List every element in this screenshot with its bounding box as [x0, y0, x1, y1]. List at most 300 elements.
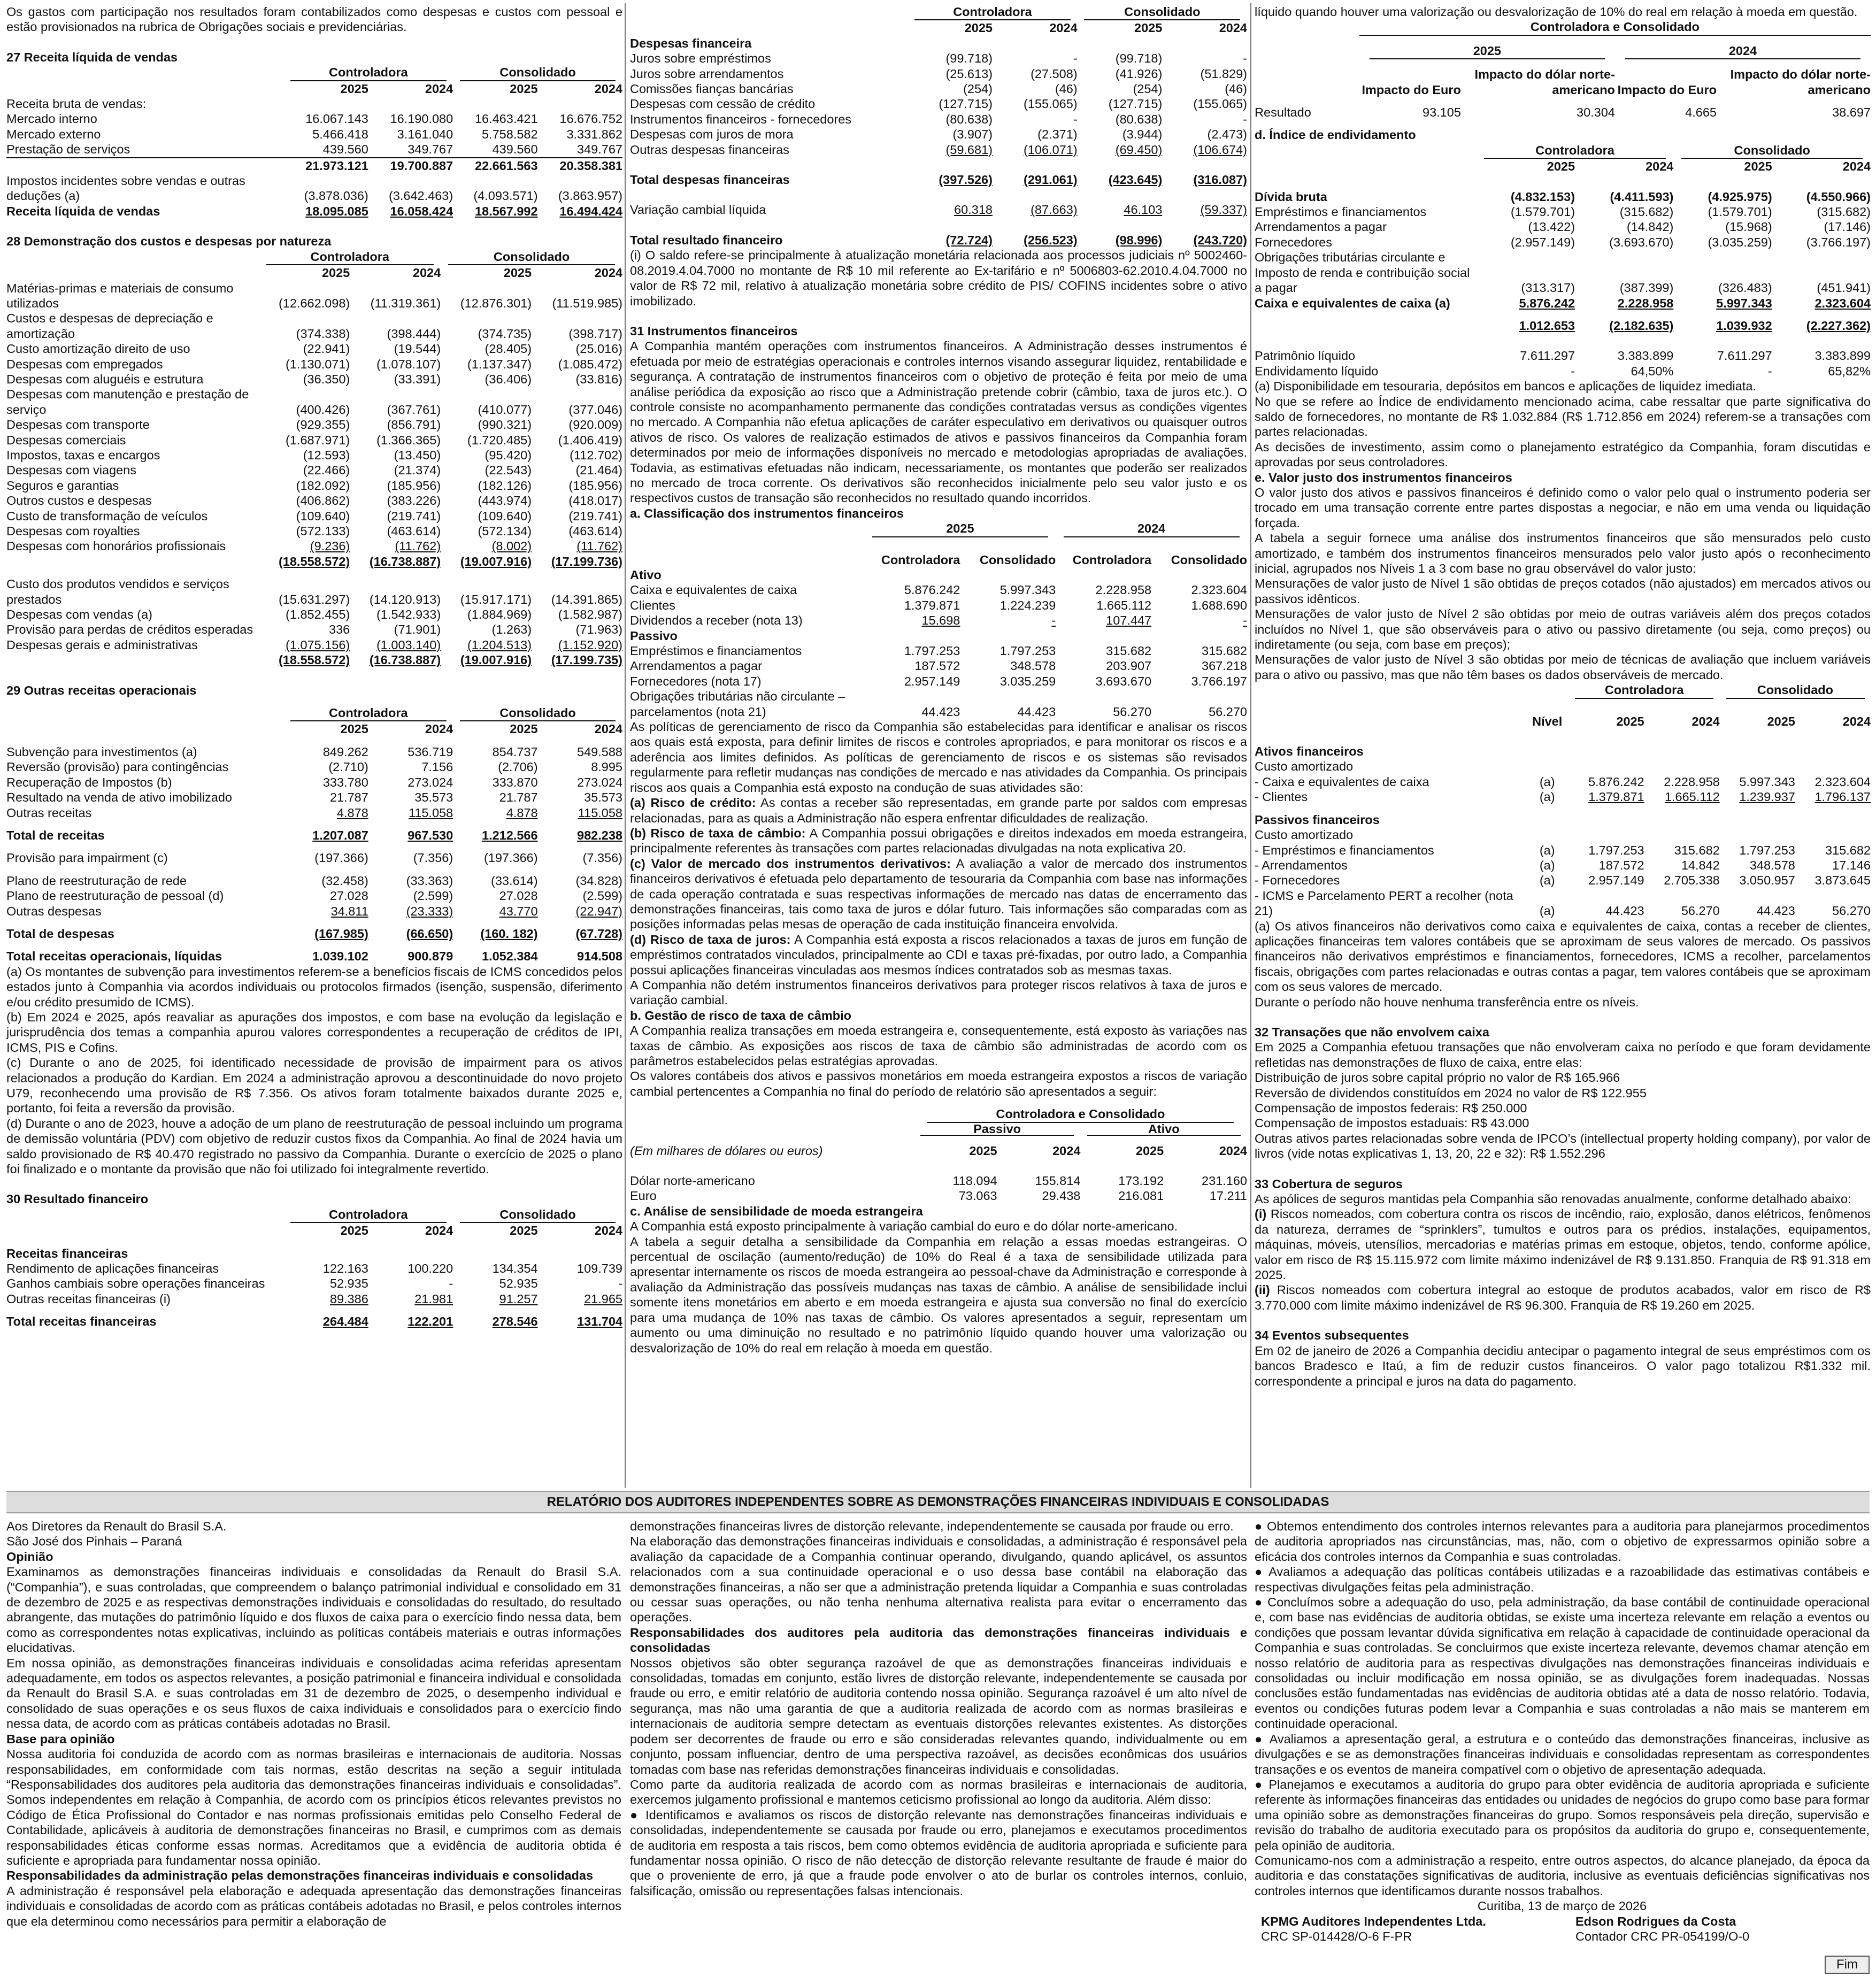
cell-value: (95.420) — [485, 448, 532, 462]
col-header: Impacto do dólar norte-americano — [1730, 67, 1871, 97]
table-row — [630, 643, 1247, 658]
cell-value: (9.236) — [310, 539, 350, 553]
cell-value: 109.739 — [577, 1261, 622, 1276]
table-row — [1255, 204, 1871, 219]
paragraph: Reversão de dividendos constituídos em 2024 no valor de R$ 122.955 — [1255, 1086, 1647, 1100]
cell-value: 336 — [329, 622, 350, 637]
sub-header: Passivo — [920, 1123, 1074, 1136]
cell-value: 91.257 — [499, 1291, 538, 1306]
row-label: Caixa e equivalentes de caixa — [630, 583, 797, 597]
cell-value: - — [1073, 112, 1078, 126]
cell-value: (16.738.887) — [369, 653, 441, 667]
risk-title: (b) Risco de taxa de câmbio: — [630, 826, 806, 840]
note-34-text: Em 02 de janeiro de 2026 a Companhia decidiu antecipar o pagamento integral de seus empréstimos com os bancos Bradesco e Itaú, a fim de reduzir custos financeiros. O valor pago totalizou R$1.332 mil. correspondente a principal e juros na data do pagamento. — [1255, 1343, 1871, 1388]
cell-value: (7.356) — [582, 851, 622, 865]
table-row — [6, 805, 622, 820]
table-row — [6, 417, 622, 432]
year-header: 2024 — [1052, 1143, 1081, 1158]
table-row — [1255, 219, 1871, 234]
paragraph: (a) Disponibilidade em tesouraria, depósitos em bancos e aplicações de liquidez imediata. — [1255, 379, 1756, 394]
row-label: Despesas com juros de mora — [630, 127, 794, 142]
cell-value: (160. 182) — [480, 926, 538, 941]
group-header: Consolidado — [448, 249, 616, 265]
cell-value: (256.523) — [1024, 233, 1078, 247]
paragraph: O valor justo dos ativos e passivos financeiros é definido como o valor pelo qual o instrumento poderia ser trocado em uma transação corrente entre partes dispostas a negociar, e não em uma venda ou liquidação forçada. — [1255, 485, 1871, 530]
cell-value: (7.356) — [413, 851, 453, 865]
cell-value: (23.333) — [406, 904, 453, 918]
cell-value: (243.720) — [1193, 233, 1247, 247]
cell-value: (1.075.156) — [286, 637, 350, 652]
cell-value: (16.738.887) — [369, 554, 441, 568]
cell-value: 315.682 — [1202, 644, 1247, 658]
cell-value: (18.558.572) — [278, 554, 350, 568]
note-31-intro: A Companhia mantém operações com instrumentos financeiros. A Administração desses instrumentos é efetuada por meio de estratégias operacionais e controles internos visando assegurar liquidez, rentabilidade e segurança. A contratação de instrumentos financeiros com o objetivo de proteção é feita por meio de uma análise periódica da exposição ao risco que a Administração pretende cobrir (câmbio, taxa de juros etc.). O controle consiste no acompanhamento permanente das condições contratadas versus as condições vigentes no mercado. A Companhia não efetua aplicações de caráter especulativo em derivativos ou quaisquer outros ativos de risco. Os valores de realização estimados de ativos e passivos financeiros da Companhia foram determinados por meio de informações disponíveis no mercado e metodologias apropriadas de avaliações. Todavia, as estimativas efetuadas não indicam, necessariamente, os montantes que poderão ser realizados no mercado de troca corrente. Os derivativos são reconhecidos inicialmente pelo seu valor justo e os respectivos custos de transação são reconhecidos no resultado quando incorridos. — [630, 339, 1247, 505]
cell-value: 15.698 — [921, 613, 960, 628]
cell-value: (71.901) — [394, 622, 441, 637]
column-3 — [1255, 4, 1871, 1389]
row-label: Despesas com empregados — [6, 357, 163, 371]
cell-value: 27.028 — [329, 889, 368, 903]
fx-exposure-table — [630, 1106, 1247, 1204]
cell-value: 5.466.418 — [312, 127, 368, 141]
cell-value: (a) — [1539, 774, 1555, 789]
table-row — [6, 828, 622, 843]
cell-value: (99.718) — [945, 51, 993, 66]
cell-value: (182.092) — [296, 478, 350, 493]
table-row — [6, 111, 622, 126]
table-row — [6, 204, 622, 219]
col-header: Controladora — [881, 552, 960, 567]
cell-value: 1.039.102 — [312, 949, 368, 964]
cell-value: 367.218 — [1202, 659, 1247, 673]
cell-value: (315.682) — [1817, 205, 1871, 219]
cell-value: 1.224.239 — [999, 598, 1056, 612]
cell-value: (313.317) — [1521, 281, 1575, 295]
year-header: 2024 — [1646, 159, 1674, 174]
note-29-title: 29 Outras receitas operacionais — [6, 683, 197, 697]
cell-value: 34.811 — [330, 904, 368, 918]
cell-value: (383.226) — [387, 494, 441, 508]
section-label: Ativos financeiros — [1255, 744, 1364, 759]
table-row — [6, 509, 622, 524]
row-label: Clientes — [630, 598, 675, 612]
report-bullet: ● Avaliamos a apresentação geral, a estrutura e o conteúdo das demonstrações financeiras, inclusive as divulgações e se as demonstrações financeiras individuais e consolidadas representam as correspondentes transações e os eventos de maneira compatível com o objetivo de apresentação adequada. — [1255, 1732, 1870, 1776]
cell-value: (1.204.513) — [467, 637, 532, 652]
cell-value: - — [1243, 112, 1247, 126]
sub-header: Ativo — [1087, 1123, 1241, 1136]
cell-value: (80.638) — [1115, 112, 1163, 126]
year-header: 2025 — [1744, 159, 1772, 174]
row-label: - Arrendamentos — [1255, 858, 1348, 872]
cell-value: 131.704 — [577, 1314, 622, 1329]
cell-value: 19.700.887 — [368, 158, 453, 173]
cell-value: (59.337) — [1200, 203, 1247, 217]
cell-value: 3.383.899 — [1815, 349, 1871, 363]
cell-value: 3.331.862 — [566, 127, 622, 141]
cell-value: (13.450) — [394, 448, 441, 462]
cell-value: (12.876.301) — [460, 296, 532, 310]
cell-value: 122.201 — [408, 1314, 453, 1329]
row-label: Provisão para perdas de créditos esperadas — [6, 622, 253, 637]
cell-value: 264.484 — [322, 1314, 368, 1329]
cell-value: (197.366) — [314, 851, 368, 865]
cell-value: (14.120.913) — [369, 592, 441, 606]
cell-value: - — [1571, 364, 1575, 378]
note-31b-p1: A Companhia realiza transações em moeda estrangeira e, consequentemente, está exposto às variações nas taxas de câmbio. As exposições aos riscos de taxa de câmbio são administradas de acordo com os parâmetros estabelecidos pelas estratégias aprovadas. — [630, 1024, 1247, 1068]
cell-value: - — [1243, 51, 1247, 66]
table-row — [1255, 888, 1871, 919]
year-header: 2024 — [1692, 714, 1720, 728]
cell-value: (66.650) — [406, 926, 453, 941]
signature-partner: Edson Rodrigues da Costa — [1575, 1914, 1736, 1928]
paragraph: Mensurações de valor justo de Nível 3 são obtidas por meio de técnicas de avaliação que incluem variáveis para o ativo ou passivo, mas que não têm bases os dados observáveis de mercado. — [1255, 652, 1871, 682]
cell-value: 21.965 — [584, 1291, 622, 1306]
row-label: Dividendos a receber (nota 13) — [630, 613, 803, 628]
row-label: Juros sobre empréstimos — [630, 51, 771, 66]
cell-value: 914.508 — [577, 949, 622, 964]
cell-value: (15.917.171) — [460, 592, 532, 606]
cell-value: (920.009) — [568, 418, 622, 432]
cell-value: 16.676.752 — [559, 112, 622, 126]
row-label: Fornecedores (nota 17) — [630, 674, 762, 688]
table-row — [630, 658, 1247, 673]
year-header: 2025 — [969, 1143, 997, 1158]
table-row — [6, 790, 622, 805]
cell-value: (572.133) — [296, 524, 350, 538]
table-row — [6, 341, 622, 356]
cell-value: 7.156 — [421, 760, 453, 774]
note-30-footnote: (i) O saldo refere-se principalmente à atualização monetária relacionada aos processos judiciais nº 5002460-08.2019.4.04.7000 no montante de R$ 10 mil referente ao Ex-tarifário e nº 5006803-62.2010.4.04.7000 no valor de R$ 72 mil, relativo à atualização monetária sobre crédito de PIS/ COFINS incidentes sobre o ativo imobilizado. — [630, 248, 1247, 308]
cell-value: (410.077) — [478, 402, 532, 417]
cell-value: 44.423 — [1017, 704, 1056, 719]
row-label: Total de despesas — [6, 926, 114, 941]
cell-value: (106.674) — [1193, 142, 1247, 157]
cell-value: 16.190.080 — [390, 112, 453, 126]
cell-value: (4.925.975) — [1708, 189, 1772, 204]
cell-value: (1.687.971) — [286, 433, 350, 447]
item-text: Riscos nomeados com cobertura integral ao estoque de produtos acabados, valor em risco de R$ 3.770.000 com limite máximo indenizável de R$ 96.300. Franquia de R$ 19.260 em 2025. — [1255, 1283, 1871, 1312]
cell-value: 273.024 — [577, 775, 622, 789]
cell-value: 2.228.958 — [1095, 583, 1152, 597]
year-header: 2025 — [510, 81, 538, 96]
cell-value: 1.212.566 — [482, 828, 538, 842]
group-header: Consolidado — [1084, 4, 1240, 20]
table-row — [6, 607, 622, 622]
note-34-title: 34 Eventos subsequentes — [1255, 1328, 1409, 1343]
cell-value: (387.399) — [1619, 281, 1674, 295]
table-row — [6, 744, 622, 759]
year-header: 2025 — [510, 722, 538, 736]
cell-value: (219.741) — [387, 509, 441, 523]
insurance-item — [1255, 1206, 1871, 1282]
row-label: Instrumentos financeiros - fornecedores — [630, 112, 852, 126]
row-label: Total receitas operacionais, líquidas — [6, 949, 222, 964]
row-label: Euro — [630, 1189, 657, 1203]
cell-value: 349.767 — [408, 142, 453, 157]
year-header: 2024 — [1049, 21, 1078, 35]
end-label: Fim — [1825, 1956, 1870, 1974]
table-row — [1255, 235, 1871, 250]
cell-value: (127.715) — [939, 97, 993, 111]
cell-value: (3.766.197) — [1806, 235, 1871, 249]
cell-value: (2.599) — [413, 889, 453, 903]
row-label: Recuperação de Impostos (b) — [6, 775, 172, 789]
cell-value: (21.464) — [575, 463, 622, 478]
table-row — [630, 1173, 1247, 1188]
cell-value: (2.473) — [1207, 127, 1247, 142]
cell-value: 1.239.937 — [1739, 790, 1795, 804]
year-header: 2025 — [1134, 21, 1163, 35]
cell-value: (36.350) — [303, 372, 350, 386]
cell-value: (929.355) — [296, 418, 350, 432]
table-row — [630, 112, 1247, 127]
cell-value: 1.797.253 — [1739, 843, 1795, 857]
year-header: 2024 — [594, 722, 622, 736]
note-33-intro: As apólices de seguros mantidas pela Companhia são renovadas anualmente, conforme detalhado abaixo: — [1255, 1192, 1851, 1206]
cell-value: 2.323.604 — [1815, 774, 1871, 789]
no-derivatives-text: A Companhia não detém instrumentos financeiros derivativos para proteger riscos relativos à taxa de juros e variação cambial. — [630, 978, 1247, 1007]
cell-value: (99.718) — [1115, 51, 1163, 66]
cell-value: (398.444) — [387, 326, 441, 341]
auditor-resp-title: Responsabilidades dos auditores pela auditoria das demonstrações financeiras individuais e consolidadas — [630, 1625, 1247, 1655]
row-label: Custo dos produtos vendidos e serviços prestados — [6, 577, 229, 606]
cell-value: (33.363) — [406, 873, 453, 888]
signature-partner-crc: Contador CRC PR-054199/O-0 — [1575, 1929, 1750, 1943]
cell-value: (316.087) — [1193, 173, 1247, 187]
cell-value: 1.207.087 — [312, 828, 368, 842]
cell-value: 52.935 — [329, 1276, 368, 1291]
cell-value: (25.613) — [945, 66, 993, 81]
cell-value: 187.572 — [1598, 858, 1644, 872]
cell-value — [368, 96, 453, 111]
row-label: Fornecedores — [1255, 235, 1332, 249]
table-row — [6, 554, 622, 569]
year-header: 2025 — [1767, 714, 1795, 728]
note-28-table-2 — [6, 576, 622, 667]
cell-value: 348.578 — [1749, 858, 1795, 872]
cell-value: 1.379.871 — [904, 598, 960, 612]
note-28-title: 28 Demonstração dos custos e despesas por natureza — [6, 234, 332, 249]
group-header: Consolidado — [460, 1207, 616, 1223]
cell-value: (a) — [1539, 904, 1555, 918]
section-label: Custo amortizado — [1255, 759, 1354, 774]
cell-value: 1.688.690 — [1191, 598, 1247, 612]
cell-value: (1.078.107) — [376, 357, 441, 371]
risk-text: A Companhia está exposta a riscos relacionados a taxas de juros em função de empréstimos contratados vinculados, principalmente ao CDI e taxas pré-fixadas, por outro lado, a Companhia possui aplicações financeiras vinculadas aos mesmos índices contratados sob as mesmas taxas. — [630, 932, 1248, 977]
row-label — [1255, 318, 1477, 333]
row-label: Outras receitas — [6, 805, 92, 820]
cell-value: (2.710) — [328, 760, 368, 774]
row-label: Reversão (provisão) para contingências — [6, 760, 229, 774]
table-row — [630, 689, 1247, 719]
cell-value: 56.270 — [1832, 904, 1871, 918]
risk-title: (d) Risco de taxa de juros: — [630, 932, 791, 947]
cell-value: (291.061) — [1024, 173, 1078, 187]
cell-value: (398.717) — [568, 326, 622, 341]
cell-value: 2.323.604 — [1191, 583, 1247, 597]
paragraph: (a) Os montantes de subvenção para investimentos referem-se a benefícios fiscais de ICMS concedidos pelos estados junto à Companhia via acordos individuais ou protocolos firmados (isenção, suspensão, diferimento e/ou crédito presumido de ICMS). — [6, 964, 622, 1009]
cell-value: 46.103 — [1124, 203, 1163, 217]
cell-value: 173.192 — [1118, 1174, 1164, 1188]
row-label: Despesas gerais e administrativas — [6, 637, 198, 652]
report-title-bar: RELATÓRIO DOS AUDITORES INDEPENDENTES SOBRE AS DEMONSTRAÇÕES FINANCEIRAS INDIVIDUAIS E CONSOLIDADAS — [6, 1491, 1870, 1513]
cell-value: (418.017) — [568, 494, 622, 508]
row-label: Provisão para impairment (c) — [6, 851, 168, 865]
cell-value: 1.379.871 — [1588, 790, 1644, 804]
cell-value: (28.405) — [485, 342, 532, 356]
cell-value: 5.997.343 — [1716, 296, 1772, 310]
group-header: Controladora — [290, 1207, 446, 1223]
group-header: Controladora — [266, 249, 434, 265]
table-row — [6, 1291, 622, 1306]
paragraph: (a) Os ativos financeiros não derivativos como caixa e equivalentes de caixa, contas a receber de clientes, aplicações financeiras tem valores contábeis que se aproximam de seus valores de mercado. Os passivos financeiros não derivativos empréstimos e financiamentos, fornecedores, ICMS a recolher, parcelamentos fiscais, obrigações com partes relacionadas e outras contas a pagar, tem valores contábeis que se aproximam com os seus valores de mercado. — [1255, 919, 1871, 994]
cell-value: 1.797.253 — [1588, 843, 1644, 857]
cell-value: 16.463.421 — [474, 112, 538, 126]
cell-value: (167.985) — [314, 926, 368, 941]
cell-value: 65,82% — [1828, 364, 1871, 378]
table-row — [6, 387, 622, 417]
row-label: Total de receitas — [6, 828, 105, 842]
cell-value: - — [1243, 613, 1247, 628]
table-row — [6, 173, 622, 204]
cell-value: 38.697 — [1832, 105, 1871, 120]
col-header: Controladora — [1072, 552, 1152, 567]
table-row — [630, 142, 1247, 157]
table-row — [6, 888, 622, 903]
cell-value: (a) — [1539, 858, 1555, 872]
cell-value — [283, 96, 368, 111]
row-label: Outros custos e despesas — [6, 494, 152, 508]
cell-value: (15.968) — [1725, 220, 1772, 234]
cell-value: (8.002) — [491, 539, 532, 553]
cell-value: 56.270 — [1681, 904, 1720, 918]
table-row — [1255, 296, 1871, 311]
cell-value: (326.483) — [1718, 281, 1772, 295]
table-row — [630, 172, 1247, 187]
cell-value: 3.035.259 — [999, 674, 1056, 688]
row-label: Plano de reestruturação de rede — [6, 873, 187, 888]
cell-value: (2.599) — [582, 889, 622, 903]
table-row — [6, 873, 622, 888]
cell-value: 2.228.958 — [1617, 296, 1674, 310]
table-row — [630, 127, 1247, 142]
signature-firm: KPMG Auditores Independentes Ltda. — [1261, 1914, 1486, 1928]
table-row — [1255, 105, 1871, 120]
intro-paragraph: Os gastos com participação nos resultados foram contabilizados como despesas e custos com pessoal e estão provisionados na rubrica de Obrigações sociais e previdenciárias. — [6, 5, 622, 34]
cell-value: (1.130.071) — [286, 357, 350, 371]
table-row — [630, 674, 1247, 689]
cell-value: (451.941) — [1817, 281, 1871, 295]
risk-title: (c) Valor de mercado dos instrumentos derivativos: — [630, 856, 951, 871]
table-row — [1255, 318, 1871, 333]
table-row — [1255, 858, 1871, 873]
cell-value: (254) — [963, 82, 993, 96]
row-label — [6, 554, 259, 569]
table-row — [1255, 774, 1871, 789]
cell-value: 29.438 — [1042, 1189, 1081, 1203]
cell-value: - — [449, 1276, 453, 1291]
cell-value: 17.211 — [1209, 1189, 1247, 1203]
report-closing: Comunicamo-nos com a administração a respeito, entre outros aspectos, do alcance planejado, da época da auditoria e das constatações significativas de auditoria, inclusive as eventuais deficiências significativas nos controles internos que identificamos durante nossos trabalhos. — [1255, 1853, 1870, 1898]
report-bullet: ● Concluímos sobre a adequação do uso, pela administração, da base contábil de continuidade operacional e, com base nas evidências de auditoria obtidas, se existe uma incerteza relevante em relação a eventos ou condições que possam levantar dúvida significativa em relação à capacidade de continuidade operacional da Companhia e suas controladas. Se concluirmos que existe incerteza relevante, devemos chamar atenção em nosso relatório de auditoria para as respectivas divulgações nas demonstrações financeiras individuais e consolidadas ou incluir modificação em nossa opinião, se as divulgações forem inadequadas. Nossas conclusões estão fundamentadas nas evidências de auditoria obtidas até a data de nosso relatório. Todavia, eventos ou condições futuras podem levar a Companhia e suas controladas a não mais se manterem em continuidade operacional. — [1255, 1595, 1870, 1731]
note-31c-p2: A tabela a seguir detalha a sensibilidade da Companhia em relação a essas moedas estrangeiras. O percentual de oscilação (aumento/redução) de 10% do Real é a taxa de sensibilidade utilizada para apresentar internamente os riscos de moeda estrangeira ao pessoal-chave da Administração e corresponde à avaliação da Administração das possíveis mudanças nas taxas de câmbio. A análise de sensibilidade inclui somente itens monetários em aberto e em moeda estrangeira e ajusta sua conversão no final do exercício para uma mudança de 10% nas taxas de câmbio. Os valores apresentados a seguir, representam um aumento ou uma diminuição no resultado e no patrimônio líquido quando houver uma valorização ou desvalorização de 10% do real em relação à moeda em questão. — [630, 1234, 1247, 1355]
year-header: 2024 — [1842, 159, 1871, 174]
year-header: 2025 — [964, 21, 993, 35]
row-label: Juros sobre arrendamentos — [630, 66, 784, 81]
cell-value: (14.391.865) — [551, 592, 622, 606]
col-header: Consolidado — [979, 552, 1056, 567]
note-31c-title: c. Análise de sensibilidade de moeda estrangeira — [630, 1204, 923, 1218]
table-row — [6, 576, 622, 607]
section-label: Despesas financeira — [630, 36, 752, 50]
group-header: Controladora — [914, 4, 1071, 20]
report-p1: demonstrações financeiras livres de distorção relevante, independentemente se causada por fraude ou erro. — [630, 1519, 1234, 1533]
cell-value: (397.526) — [939, 173, 993, 187]
cell-value: (1.137.347) — [467, 357, 532, 371]
section-label: Passivos financeiros — [1255, 812, 1380, 827]
cell-value: 1.665.112 — [1664, 790, 1720, 804]
table-row — [6, 478, 622, 493]
year-header: 2025 — [321, 266, 350, 280]
row-label — [6, 652, 259, 667]
cell-value: 1.796.137 — [1815, 790, 1871, 804]
cell-value: (377.046) — [568, 402, 622, 417]
cell-value: 56.270 — [1113, 704, 1152, 719]
note-31-title: 31 Instrumentos financeiros — [630, 324, 798, 338]
signature-firm-crc: CRC SP-014428/O-6 F-PR — [1261, 1929, 1412, 1943]
cell-value: (1.406.419) — [558, 433, 622, 447]
cell-value: (46) — [1055, 82, 1078, 96]
cell-value: 100.220 — [408, 1261, 453, 1276]
year-header: 2025 — [1547, 159, 1575, 174]
item-text: Riscos nomeados, com cobertura contra os riscos de incêndio, raio, explosão, danos elétricos, fenômenos da natureza, derrames de “sprinklers”, tumultos e outros para os prédios, instalações, equipamentos, máquinas, móveis, utensílios, mercadorias e matérias primas em estoque, objetos, tendo, conforme apólice, valor em risco de R$ 15.115.972 com limite máximo indenizável de R$ 9.131.850. Franquia de R$ 91.318 em 2025. — [1255, 1207, 1871, 1282]
cell-value: (155.065) — [1193, 97, 1247, 111]
mgmt-resp-text: A administração é responsável pela elaboração e adequada apresentação das demonstrações financeiras individuais e consolidadas de acordo com as práticas contábeis adotadas no Brasil, e pelos controles internos que ela determinou como necessários para permitir a elaboração de — [6, 1883, 621, 1928]
row-label — [6, 158, 283, 173]
cell-value: (33.816) — [575, 372, 622, 386]
cell-value: (22.947) — [575, 904, 622, 918]
row-label: Despesas com honorários profissionais — [6, 539, 226, 553]
cell-value: (80.638) — [945, 112, 993, 126]
row-label: - ICMS e Parcelamento PERT a recolher (nota 21) — [1255, 888, 1513, 918]
row-label: Despesas com cessão de crédito — [630, 97, 816, 111]
cell-value: 18.095.085 — [305, 204, 368, 218]
table-row — [630, 1188, 1247, 1203]
year-group: 2024 — [1625, 43, 1860, 59]
table-row — [1255, 189, 1871, 204]
table-row — [6, 493, 622, 508]
cell-value: (19.007.916) — [460, 554, 532, 568]
paragraph: Durante o período não houve nenhuma transferência entre os níveis. — [1255, 995, 1639, 1009]
cell-value: (72.724) — [945, 233, 993, 247]
column-2 — [630, 4, 1248, 1355]
cell-value: 73.063 — [958, 1189, 997, 1203]
section-label: Receitas financeiras — [6, 1246, 128, 1260]
item-marker: (i) — [1255, 1207, 1267, 1221]
row-label: Dívida bruta — [1255, 189, 1327, 204]
opinion-p2: Em nossa opinião, as demonstrações financeiras individuais e consolidadas acima referidas apresentam adequadamente, em todos os aspectos relevantes, a posição patrimonial e financeira individual e consolidada da Renault do Brasil S.A. e suas controladas em 31 de dezembro de 2025, o desempenho individual e consolidado de suas operações e os seus fluxos de caixa individuais e consolidados para o exercício findo nessa data, de acordo com as práticas contábeis adotadas no Brasil. — [6, 1656, 621, 1731]
cell-value: 107.447 — [1106, 613, 1152, 628]
row-label: Matérias-primas e materiais de consumo utilizados — [6, 281, 234, 310]
cell-value: 333.780 — [322, 775, 368, 789]
cell-value: (34.828) — [575, 873, 622, 888]
cell-value: - — [1051, 613, 1056, 628]
cell-value: (11.319.361) — [370, 296, 441, 310]
year-header: 2024 — [594, 266, 622, 280]
risk-text: A avaliação a valor de mercado dos instrumentos financeiros derivativos é efetuada pelo departamento de tesouraria da Companhia com base nas informações de cada operação contratada e suas respectivas informações de mercado nas datas de encerramento das demonstrações financeiras, tais como taxa de juros e dólar futuro. Tais informações são comparadas com as posições informadas pelas mesas de operação de cada instituição financeira envolvida. — [630, 856, 1247, 932]
risk-text: A Companhia possui obrigações e direitos indexados em moeda estrangeira, principalmente referentes às transações com partes relacionadas divulgadas na nota explicativa 20. — [630, 826, 1248, 856]
note-27-table — [6, 65, 622, 219]
